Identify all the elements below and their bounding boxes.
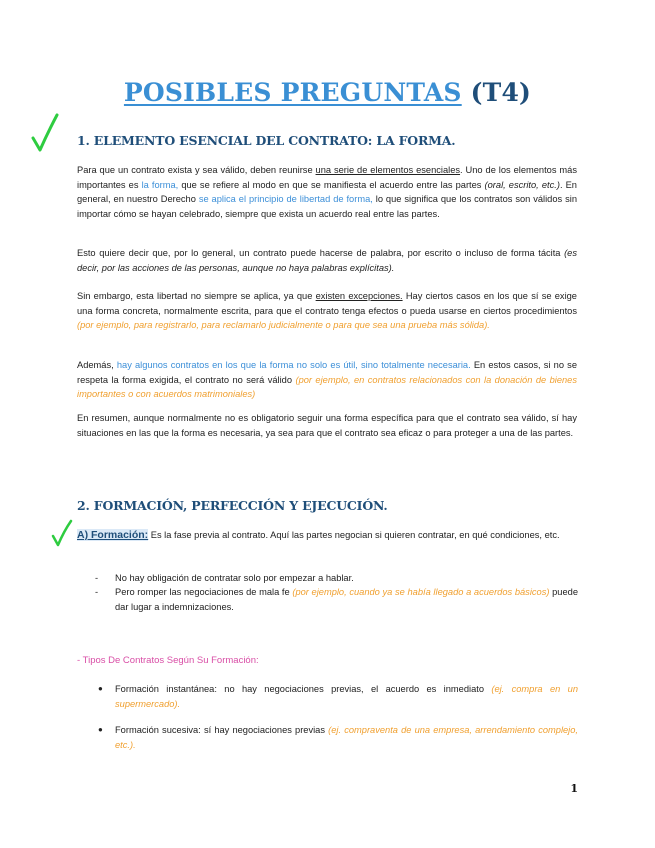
list-item: [95, 585, 578, 614]
text: Pero romper las negociaciones de mala fe: [115, 587, 293, 597]
list-item: [95, 723, 578, 752]
types-heading: - Tipos De Contratos Según Su Formación:: [77, 655, 259, 666]
text: Esto quiere decir que, por lo general, un contrato puede hacerse de palabra, por escrito o incluso de forma tácita: [77, 248, 565, 258]
section1-paragraph-4: [77, 358, 577, 402]
section1-paragraph-1: [77, 163, 577, 221]
list-item: [95, 682, 578, 711]
section2-heading: 2. FORMACIÓN, PERFECCIÓN Y EJECUCIÓN.: [77, 498, 388, 513]
text: Hay ciertos casos en los que sí se exige una forma concreta, normalmente escrita, para que el contrato tenga efectos o pueda usarse en ciertos procedimientos: [77, 291, 577, 316]
underlined-text: una serie de elementos esenciales: [315, 165, 461, 175]
bullet-marker: ●: [98, 725, 103, 734]
title-tag: (T4): [470, 78, 532, 107]
dash-marker: -: [95, 587, 99, 597]
page-number: 1: [570, 782, 578, 795]
check-icon: [50, 518, 74, 548]
text: Además,: [77, 360, 117, 370]
section1-paragraph-3: [77, 289, 577, 333]
dash-marker: -: [95, 573, 99, 583]
example-text: (por ejemplo, cuando ya se había llegado a acuerdos básicos): [292, 587, 550, 597]
example-text: (ej. compra en un supermercado).: [115, 684, 578, 709]
formation-paragraph: [77, 528, 577, 543]
list-item-text: [115, 682, 578, 711]
example-text: (por ejemplo, para registrarlo, para reclamarlo judicialmente o para que sea una prueba más sólida).: [77, 320, 490, 330]
italic-text: (es decir, por las acciones de las personas, aunque no haya palabras explícitas).: [77, 248, 577, 273]
section1-paragraph-5: En resumen, aunque normalmente no es obligatorio seguir una forma específica para que el contrato sea válido, sí hay situaciones en las que la forma es necesaria, ya sea para que el contrato sea eficaz o para proteger a una de las partes.: [77, 413, 577, 438]
list-item-text: No hay obligación de contratar solo por empezar a hablar.: [115, 573, 354, 583]
text: Para que un contrato exista y sea válido, deben reunirse: [77, 165, 316, 175]
text: que se refiere al modo en que se manifiesta el acuerdo entre las partes: [178, 179, 485, 190]
text: En estos casos, si no se respeta la forma exigida, el contrato no será válido: [77, 360, 577, 385]
highlight-text: hay algunos contratos en los que la forma no solo es útil, sino totalmente necesaria.: [116, 360, 471, 370]
text: puede dar lugar a indemnizaciones.: [115, 587, 578, 612]
formation-label: A) Formación:: [77, 529, 149, 541]
text: Formación sucesiva: sí hay negociaciones previas: [115, 725, 329, 735]
section1-heading: 1. ELEMENTO ESENCIAL DEL CONTRATO: LA FORMA.: [77, 133, 456, 148]
highlight-text: se aplica el principio de libertad de forma,: [198, 194, 373, 204]
text: . Uno de los elementos más importantes es: [77, 165, 577, 190]
title-main: POSIBLES PREGUNTAS: [123, 78, 462, 107]
bullet-marker: ●: [98, 684, 103, 693]
list-item-text: [115, 585, 578, 614]
list-item-text: [115, 723, 578, 752]
list-item: [95, 571, 578, 586]
text: Sin embargo, esta libertad no siempre se aplica, ya que: [77, 291, 316, 301]
page-title: [0, 78, 655, 107]
text: . En general, en nuestro Derecho: [77, 179, 577, 204]
example-text: (ej. compraventa de una empresa, arrendamiento complejo, etc.).: [115, 725, 578, 750]
formation-text: Es la fase previa al contrato. Aquí las partes negocian si quieren contratar, en qué condiciones, etc.: [148, 530, 560, 540]
text: lo que significa que los contratos son válidos sin importar cómo se hayan celebrado, siempre que exista un acuerdo real entre las partes.: [77, 194, 577, 219]
text: Formación instantánea: no hay negociaciones previas, el acuerdo es inmediato: [115, 684, 492, 694]
section1-paragraph-2: [77, 246, 577, 275]
example-text: (por ejemplo, en contratos relacionados con la donación de bienes importantes o con acuerdos matrimoniales): [77, 374, 577, 399]
underlined-text: existen excepciones.: [315, 291, 403, 301]
italic-text: (oral, escrito, etc.): [484, 179, 560, 190]
highlight-text: la forma,: [141, 179, 179, 190]
check-icon: [30, 112, 60, 154]
